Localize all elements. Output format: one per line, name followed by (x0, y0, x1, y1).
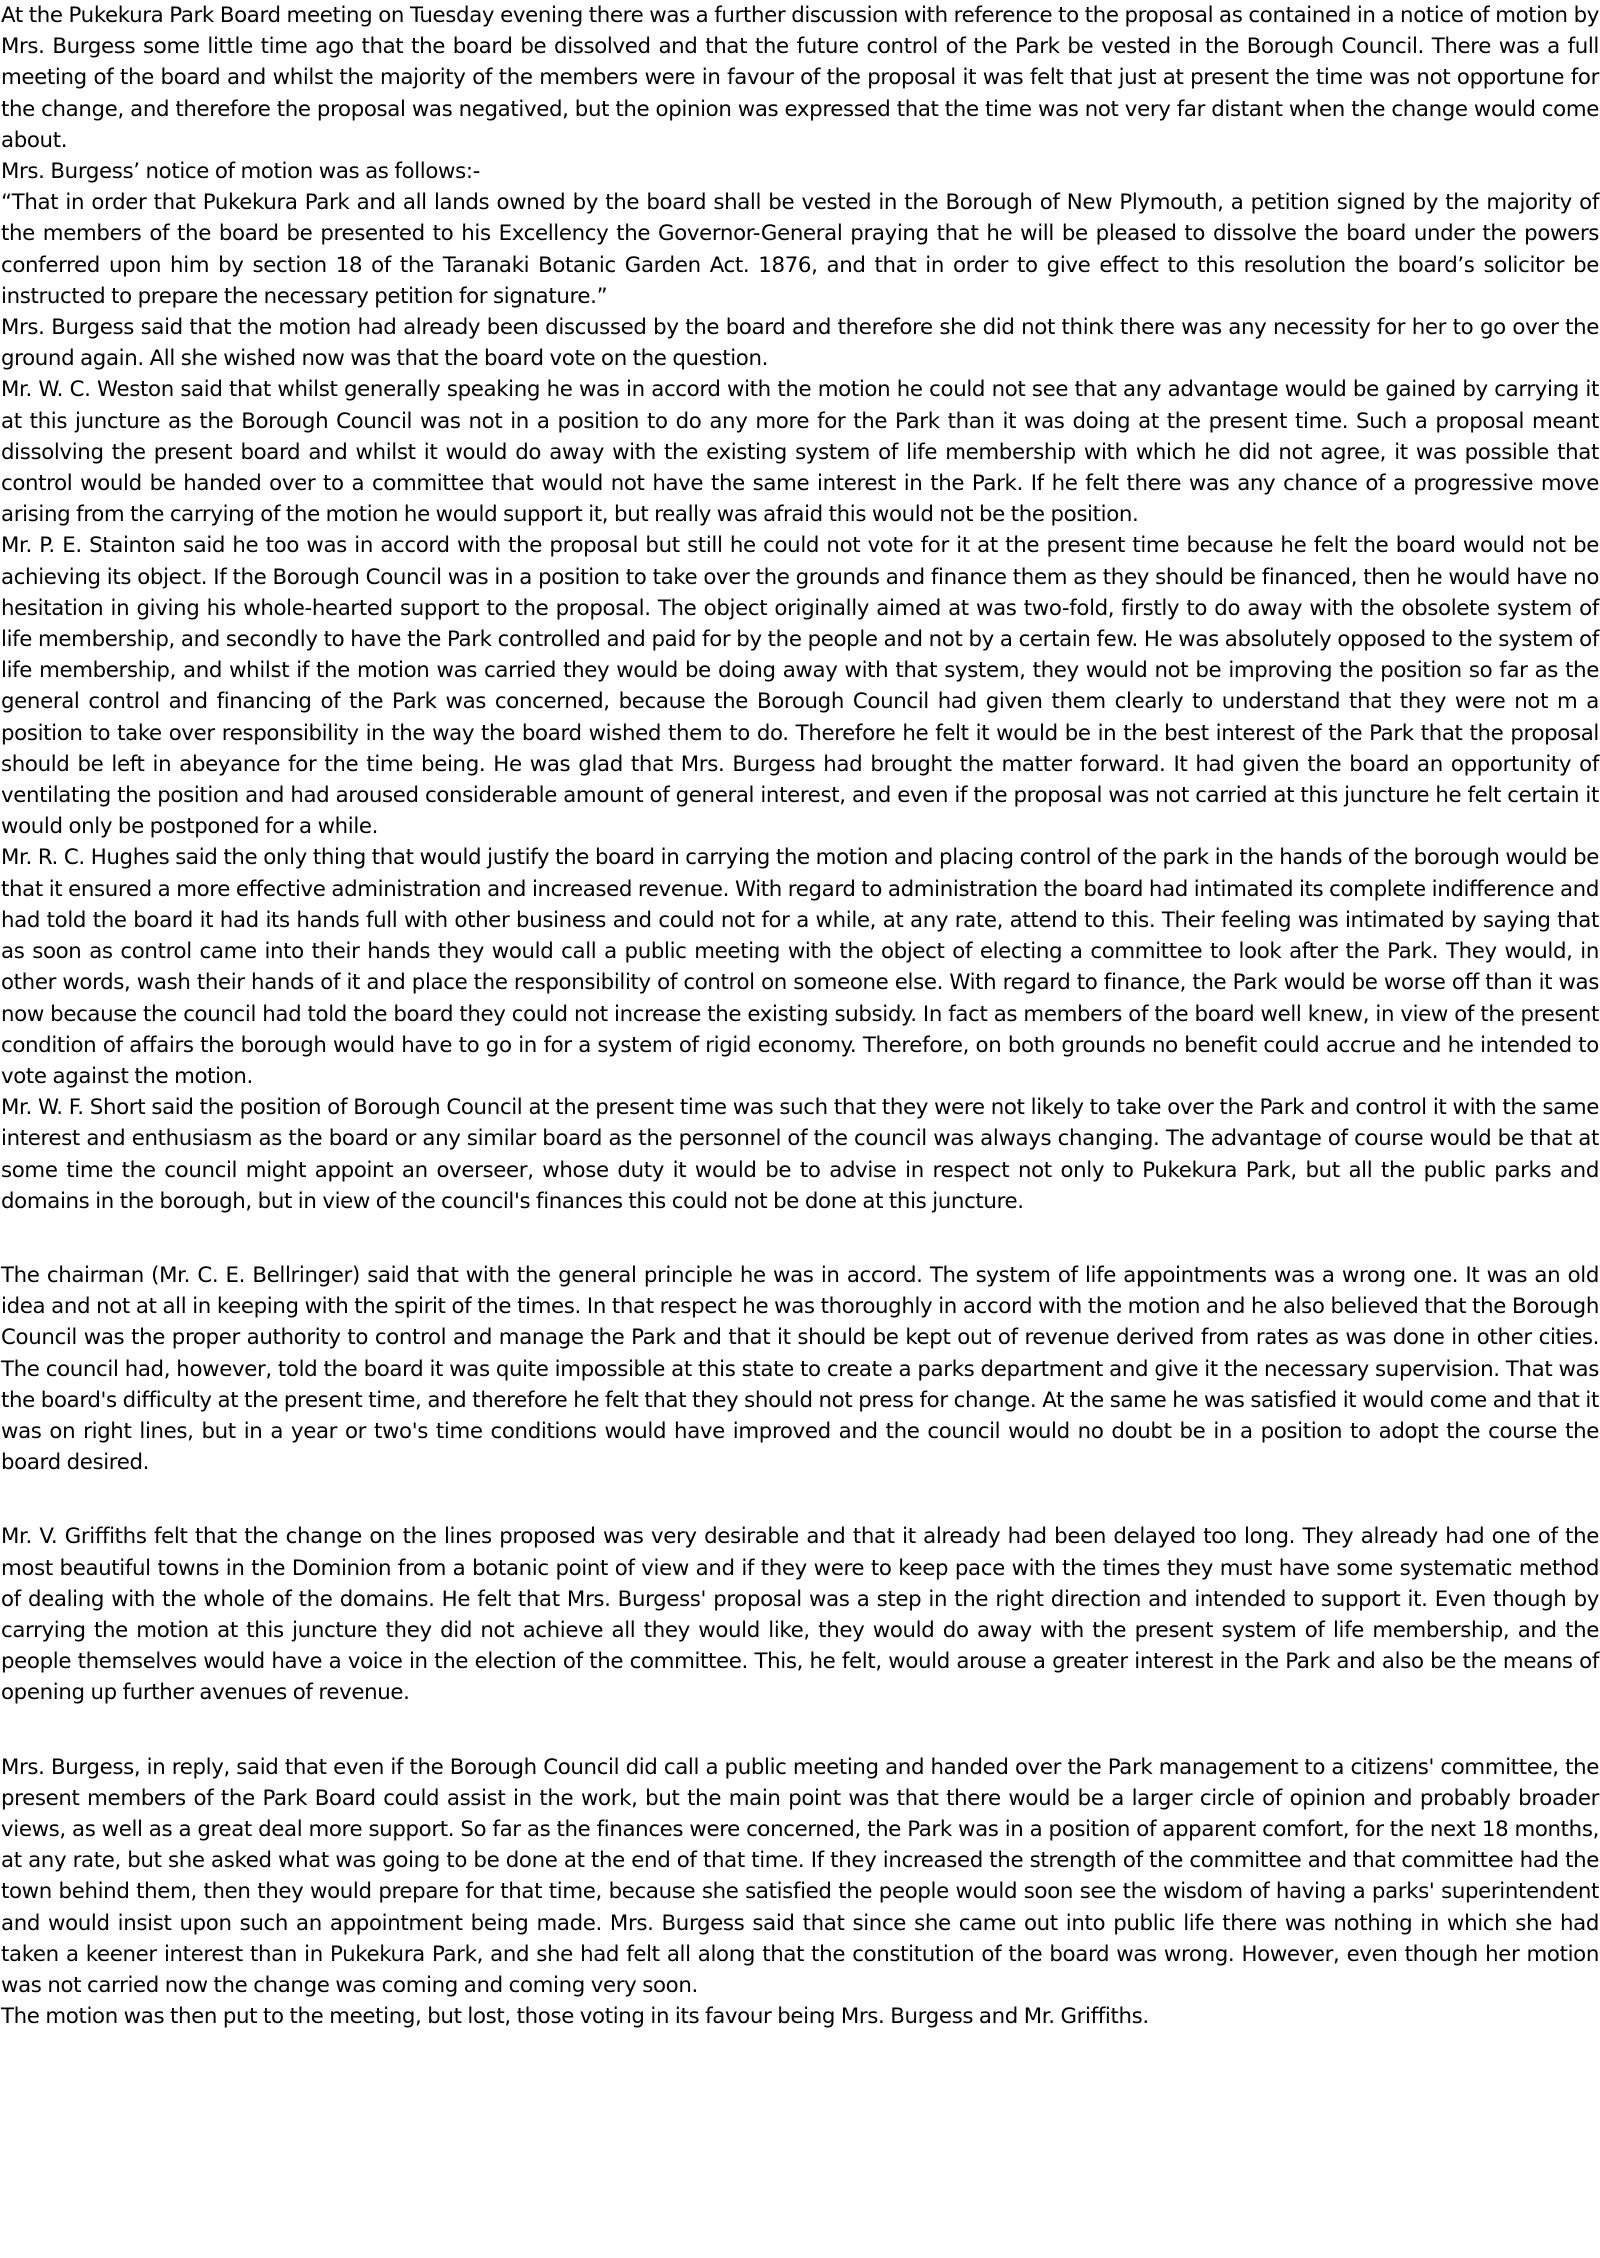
paragraph-notice-heading: Mrs. Burgess’ notice of motion was as follows:- (1, 159, 480, 185)
paragraph-chairman: The chairman (Mr. C. E. Bellringer) said that with the general principle he was in accord. The system of life appointments was a wrong one. It was an old idea and not at all in keeping with the spirit of the times. In that respect he was thoroughly in accord with the motion and he also believed that the Borough Council was the proper authority to control and manage the Park and that it should be kept out of revenue derived from rates as was done in other cities. The council had, however, told the board it was quite impossible at this state to create a parks department and give it the necessary supervision. That was the board's difficulty at the present time, and therefore he felt that they should not press for change. At the same he was satisfied it would come and that it was on right lines, but in a year or two's time conditions would have improved and the council would no doubt be in a position to adopt the course the board desired. (1, 1262, 1599, 1476)
paragraph-weston: Mr. W. C. Weston said that whilst generally speaking he was in accord with the motion he could not see that any advantage would be gained by carrying it at this juncture as the Borough Council was not in a position to do any more for the Park than it was doing at the present time. Such a proposal meant dissolving the present board and whilst it would do away with the existing system of life membership with which he did not agree, it was possible that control would be handed over to a committee that would not have the same interest in the Park. If he felt there was any chance of a progressive move arising from the carrying of the motion he would support it, but really was afraid this would not be the position. (1, 377, 1599, 528)
paragraph-hughes: Mr. R. C. Hughes said the only thing that would justify the board in carrying the motion and placing control of the park in the hands of the borough would be that it ensured a more effective administration and increased revenue. With regard to administration the board had intimated its complete indifference and had told the board it had its hands full with other business and could not for a while, at any rate, attend to this. Their feeling was intimated by saying that as soon as control came into their hands they would call a public meeting with the object of electing a committee to look after the Park. They would, in other words, wash their hands of it and place the responsibility of control on someone else. With regard to finance, the Park would be worse off than it was now because the council had told the board they could not increase the existing subsidy. In fact as members of the board well knew, in view of the present condition of affairs the borough would have to go in for a system of rigid economy. Therefore, on both grounds no benefit could accrue and he intended to vote against the motion. (1, 845, 1599, 1089)
paragraph-stainton: Mr. P. E. Stainton said he too was in accord with the proposal but still he could not vote for it at the present time because he felt the board would not be achieving its object. If the Borough Council was in a position to take over the grounds and finance them as they should be financed, then he would have no hesitation in giving his whole-hearted support to the proposal. The object originally aimed at was two-fold, firstly to do away with the obsolete system of life membership, and secondly to have the Park controlled and paid for by the people and not by a certain few. He was absolutely opposed to the system of life membership, and whilst if the motion was carried they would be doing away with that system, they would not be improving the position so far as the general control and financing of the Park was concerned, because the Borough Council had given them clearly to understand that they were not m a position to take over responsibility in the way the board wished them to do. Therefore he felt it would be in the best interest of the Park that the proposal should be left in abeyance for the time being. He was glad that Mrs. Burgess had brought the matter forward. It had given the board an opportunity of ventilating the position and had aroused considerable amount of general interest, and even if the proposal was not carried at this juncture he felt certain it would only be postponed for a while. (1, 533, 1599, 840)
paragraph-intro: At the Pukekura Park Board meeting on Tuesday evening there was a further discussion with reference to the proposal as contained in a notice of motion by Mrs. Burgess some little time ago that the board be dissolved and that the future control of the Park be vested in the Borough Council. There was a full meeting of the board and whilst the majority of the members were in favour of the proposal it was felt that just at present the time was not opportune for the change, and therefore the proposal was negatived, but the opinion was expressed that the time was not very far distant when the change would come about. (1, 3, 1599, 153)
paragraph-motion-text: “That in order that Pukekura Park and all lands owned by the board shall be vested in the Borough of New Plymouth, a petition signed by the majority of the members of the board be presented to his Excellency the Governor-General praying that he will be pleased to dissolve the board under the powers conferred upon him by section 18 of the Taranaki Botanic Garden Act. 1876, and that in order to give effect to this resolution the board’s solicitor be instructed to prepare the necessary petition for signature.” (1, 190, 1599, 309)
paragraph-vote-result: The motion was then put to the meeting, but lost, those voting in its favour being Mrs. Burgess and Mr. Griffiths. (1, 2004, 1149, 2030)
paragraph-griffiths: Mr. V. Griffiths felt that the change on the lines proposed was very desirable and that it already had been delayed too long. They already had one of the most beautiful towns in the Dominion from a botanic point of view and if they were to keep pace with the times they must have some systematic method of dealing with the whole of the domains. He felt that Mrs. Burgess' proposal was a step in the right direction and intended to support it. Even though by carrying the motion at this juncture they did not achieve all they would like, they would do away with the present system of life membership, and the people themselves would have a voice in the election of the committee. This, he felt, would arouse a greater interest in the Park and also be the means of opening up further avenues of revenue. (1, 1524, 1599, 1706)
paragraph-short: Mr. W. F. Short said the position of Borough Council at the present time was such that they were not likely to take over the Park and control it with the same interest and enthusiasm as the board or any similar board as the personnel of the council was always changing. The advantage of course would be that at some time the council might appoint an overseer, whose duty it would be to advise in respect not only to Pukekura Park, but all the public parks and domains in the borough, but in view of the council's finances this could not be done at this juncture. (1, 1095, 1599, 1214)
paragraph-burgess-reply: Mrs. Burgess, in reply, said that even if the Borough Council did call a public meeting and handed over the Park management to a citizens' committee, the present members of the Park Board could assist in the work, but the main point was that there would be a larger circle of opinion and probably broader views, as well as a great deal more support. So far as the finances were concerned, the Park was in a position of apparent comfort, for the next 18 months, at any rate, but she asked what was going to be done at the end of that time. If they increased the strength of the committee and that committee had the town behind them, then they would prepare for that time, because she satisfied the people would soon see the wisdom of having a parks' superintendent and would insist upon such an appointment being made. Mrs. Burgess said that since she came out into public life there was nothing in which she had taken a keener interest than in Pukekura Park, and she had felt all along that the constitution of the board was wrong. However, even though her motion was not carried now the change was coming and coming very soon. (1, 1754, 1599, 1998)
paragraph-burgess-statement: Mrs. Burgess said that the motion had already been discussed by the board and therefore she did not think there was any necessity for her to go over the ground again. All she wished now was that the board vote on the question. (1, 315, 1599, 372)
